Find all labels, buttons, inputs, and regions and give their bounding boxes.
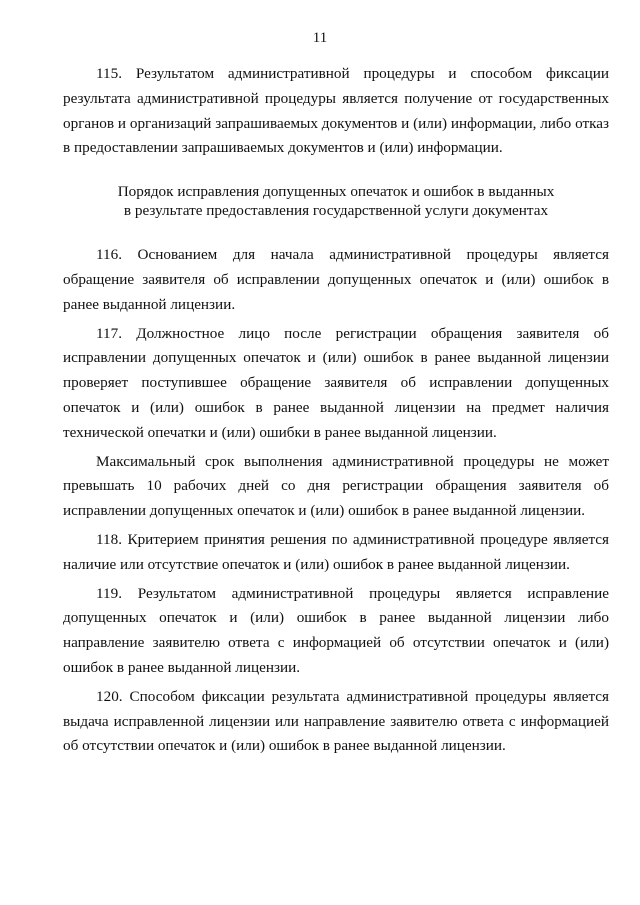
paragraph-115: 115. Результатом административной процедуры и способом фиксации результата административной процедуры является получение от государственных органов и организаций запрашиваемых документов и (или) информации, либо отказ в предоставлении запрашиваемых документов и (или) информации. bbox=[63, 65, 609, 157]
paragraph-118: 118. Критерием принятия решения по административной процедуре является наличие или отсутствие опечаток и (или) ошибок в ранее выданной лицензии. bbox=[63, 530, 609, 573]
paragraph-120: 120. Способом фиксации результата административной процедуры является выдача исправленной лицензии или направление заявителю ответа с информацией об отсутствии опечаток и (или) ошибок в ранее выданной лицензии. bbox=[63, 687, 609, 755]
paragraph-116: 116. Основанием для начала административной процедуры является обращение заявителя об исправлении допущенных опечаток и (или) ошибок в ранее выданной лицензии. bbox=[63, 246, 609, 313]
page-number: 11 bbox=[312, 30, 328, 46]
section-heading-line-2: в результате предоставления государственной услуги документах bbox=[123, 202, 549, 220]
paragraph-max-term: Максимальный срок выполнения административной процедуры не может превышать 10 рабочих дней со дня регистрации обращения заявителя об исправлении допущенных опечаток и (или) ошибок в ранее выданной лицензии. bbox=[63, 452, 609, 520]
paragraph-119: 119. Результатом административной процедуры является исправление допущенных опечаток и (или) ошибок в ранее выданной лицензии либо направление заявителю ответа с информацией об отсутствии опечаток и (или) ошибок в ранее выданной лицензии. bbox=[63, 584, 609, 676]
section-heading bbox=[63, 182, 609, 220]
section-heading-line-1: Порядок исправления допущенных опечаток и ошибок в выданных bbox=[117, 183, 555, 201]
paragraph-117: 117. Должностное лицо после регистрации обращения заявителя об исправлении допущенных опечаток и (или) ошибок в ранее выданной лицензии проверяет поступившее обращение заявителя об исправлении допущенных опечаток и (или) ошибок в ранее выданной лицензии на предмет наличия технической опечатки и (или) ошибки в ранее выданной лицензии. bbox=[63, 324, 609, 441]
document-body bbox=[63, 62, 609, 763]
